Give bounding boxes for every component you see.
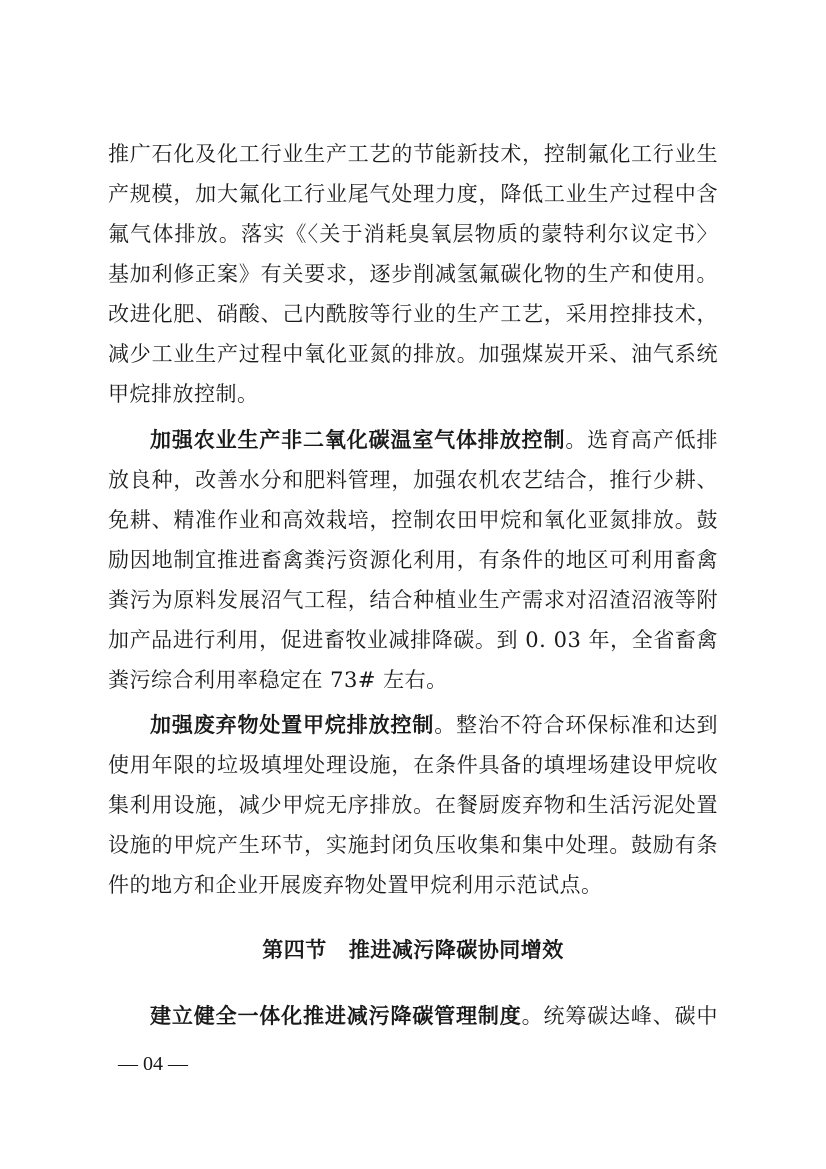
body-text-line: 基加利修正案》有关要求，逐步削减氢氟碳化物的生产和使用。 xyxy=(108,262,718,286)
paragraph-heading: 加强废弃物处置甲烷排放控制 xyxy=(150,713,435,737)
paragraph-heading: 加强农业生产非二氧化碳温室气体排放控制 xyxy=(150,428,566,452)
body-text-line: 氟气体排放。落实《〈关于消耗臭氧层物质的蒙特利尔议定书〉 xyxy=(108,222,718,246)
body-text-line: 减少工业生产过程中氧化亚氮的排放。加强煤炭开采、油气系统 xyxy=(108,342,718,366)
body-text-line: 免耕、精准作业和高效栽培，控制农田甲烷和氧化亚氮排放。鼓 xyxy=(108,508,718,532)
body-text-line: 励因地制宜推进畜禽粪污资源化利用，有条件的地区可利用畜禽 xyxy=(108,548,718,572)
paragraph-text: 。整治不符合环保标准和达到 xyxy=(434,713,718,737)
body-text-line: 放良种，改善水分和肥料管理，加强农机农艺结合，推行少耕、 xyxy=(108,468,718,492)
body-text-line: 使用年限的垃圾填埋处理设施，在条件具备的填埋场建设甲烷收 xyxy=(108,753,718,777)
section-number: 第四节 xyxy=(262,938,327,962)
body-text-line: 产规模，加大氟化工行业尾气处理力度，降低工业生产过程中含 xyxy=(108,182,718,206)
body-text-line: 加产品进行利用，促进畜牧业减排降碳。到 0. 03 年，全省畜禽 xyxy=(108,628,718,652)
body-text-line: 件的地方和企业开展废弃物处置甲烷利用示范试点。 xyxy=(108,873,603,897)
paragraph-text: 。统筹碳达峰、碳中 xyxy=(521,1004,718,1028)
section-heading xyxy=(0,930,826,970)
paragraph-text: 。选育高产低排 xyxy=(565,428,718,452)
paragraph-heading: 建立健全一体化推进减污降碳管理制度 xyxy=(150,1004,522,1028)
body-text-line: 推广石化及化工行业生产工艺的节能新技术，控制氟化工行业生 xyxy=(108,142,718,166)
body-text-line: 粪污为原料发展沼气工程，结合种植业生产需求对沼渣沼液等附 xyxy=(108,588,718,612)
paragraph-first-line xyxy=(150,998,718,1034)
section-title: 推进减污降碳协同增效 xyxy=(348,938,564,962)
body-text-line: 集利用设施，减少甲烷无序排放。在餐厨废弃物和生活污泥处置 xyxy=(108,793,718,817)
paragraph-first-line xyxy=(150,422,718,458)
body-text-line: 设施的甲烷产生环节，实施封闭负压收集和集中处理。鼓励有条 xyxy=(108,833,718,857)
body-text-line: 粪污综合利用率稳定在 73# 左右。 xyxy=(108,668,448,692)
page-number: — 04 — xyxy=(118,1053,188,1075)
paragraph-first-line xyxy=(150,707,718,743)
body-text-line: 甲烷排放控制。 xyxy=(108,382,259,406)
body-text-line: 改进化肥、硝酸、己内酰胺等行业的生产工艺，采用控排技术， xyxy=(108,302,718,326)
